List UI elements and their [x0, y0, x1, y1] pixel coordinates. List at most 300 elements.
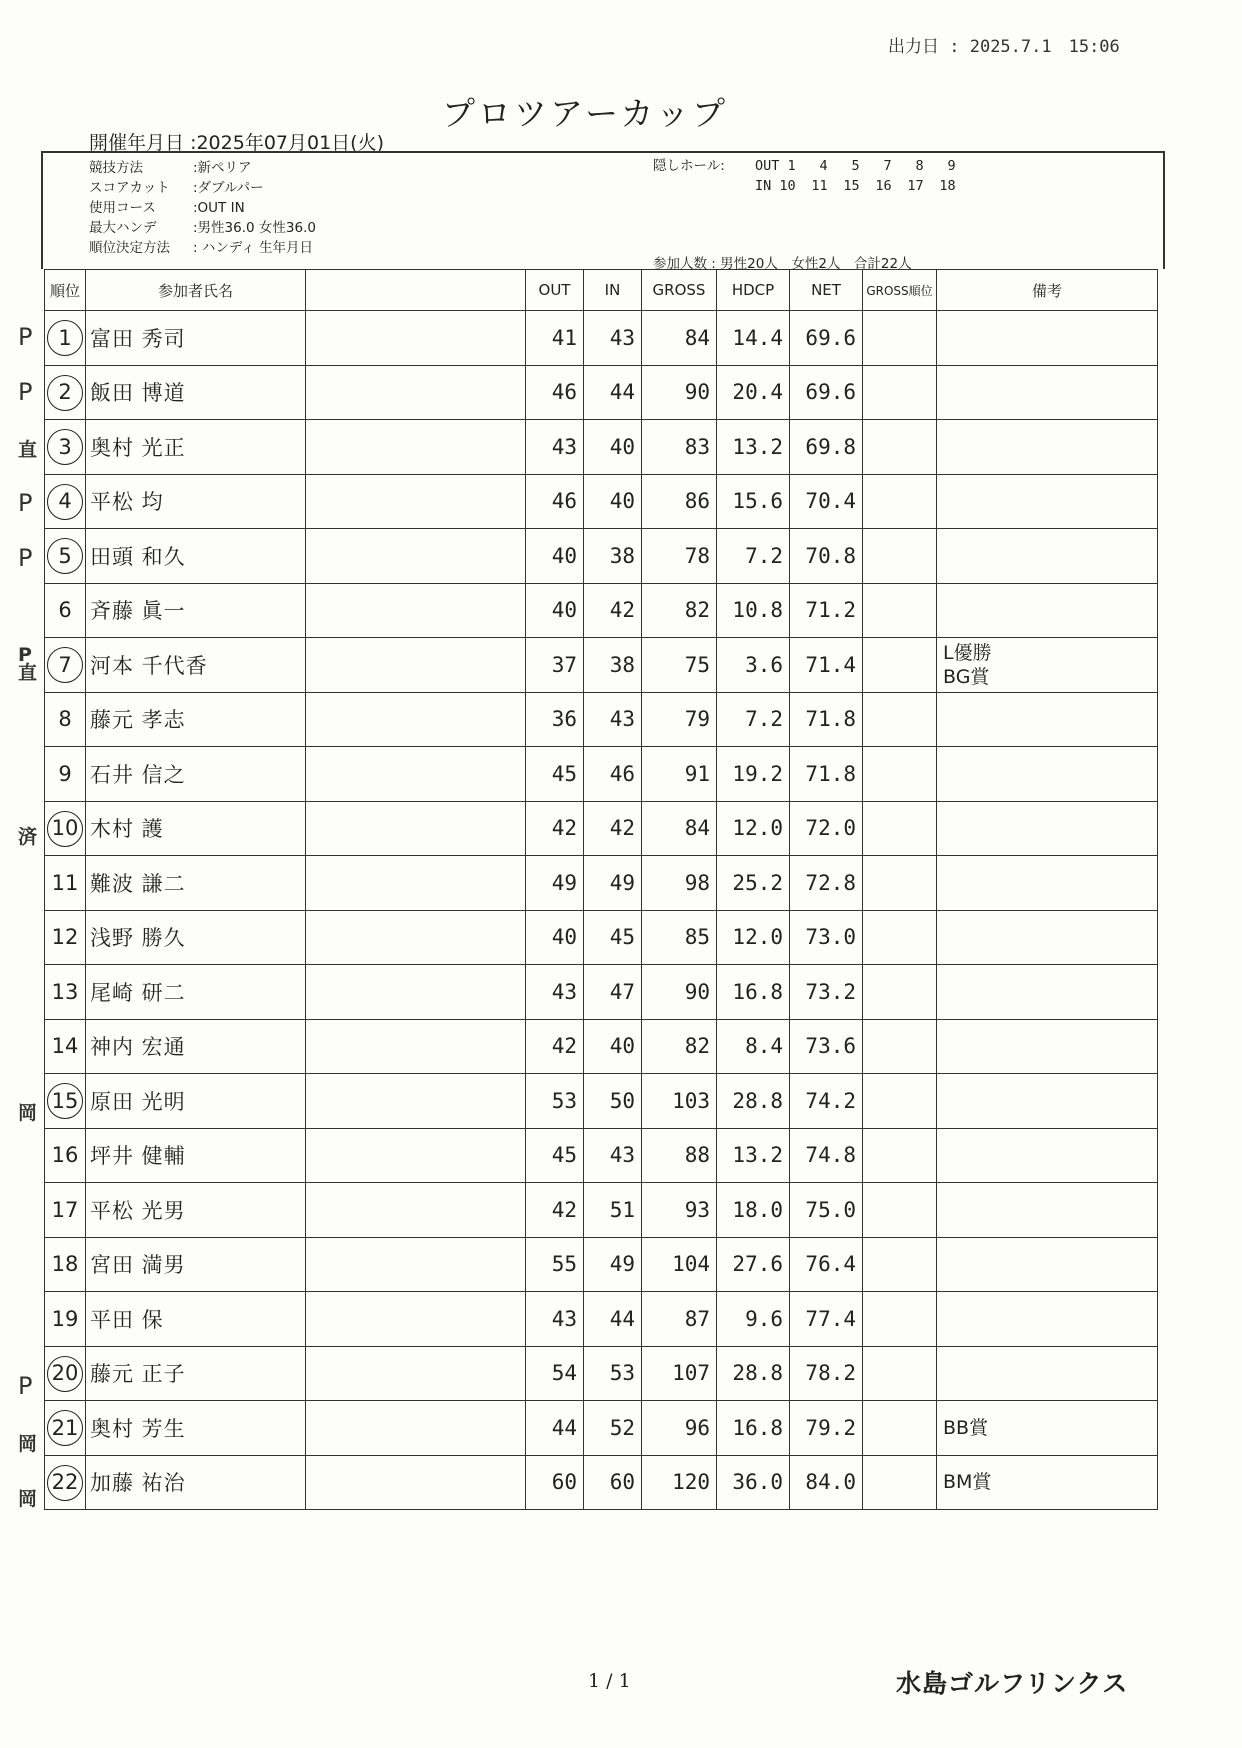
rank-value: 5 — [58, 543, 72, 568]
handwritten-circle — [47, 538, 83, 574]
table-row — [45, 1128, 1158, 1183]
blank-cell — [306, 747, 526, 802]
blank-cell — [306, 1183, 526, 1238]
info-label: スコアカット — [89, 180, 170, 196]
out-score: 42 — [526, 1019, 584, 1074]
hidden-hole-number: 16 — [875, 178, 892, 194]
hdcp-value: 12.0 — [717, 801, 790, 856]
rank-value: 22 — [51, 1470, 79, 1495]
gross-rank-cell — [863, 692, 937, 747]
net-score: 71.4 — [790, 638, 863, 693]
rank-cell — [45, 1128, 86, 1183]
gross-score: 107 — [642, 1346, 717, 1401]
hidden-hole-number: 7 — [883, 158, 892, 174]
hdcp-value: 18.0 — [717, 1183, 790, 1238]
net-score: 72.8 — [790, 856, 863, 911]
info-label: 順位決定方法 — [89, 240, 170, 256]
header-net: NET — [790, 270, 863, 311]
remarks-cell — [937, 1128, 1158, 1183]
out-score: 42 — [526, 1183, 584, 1238]
participant-name: 浅野 勝久 — [86, 910, 306, 965]
gross-score: 90 — [642, 365, 717, 420]
gross-rank-cell — [863, 365, 937, 420]
gross-rank-cell — [863, 1183, 937, 1238]
table-row — [45, 1237, 1158, 1292]
hidden-hole-number: 8 — [915, 158, 924, 174]
in-score: 45 — [584, 910, 642, 965]
gross-score: 88 — [642, 1128, 717, 1183]
participants-value: : 男性20人 女性2人 合計22人 — [711, 256, 912, 272]
hdcp-value: 15.6 — [717, 474, 790, 529]
hdcp-value: 14.4 — [717, 311, 790, 366]
out-score: 46 — [526, 474, 584, 529]
gross-score: 84 — [642, 311, 717, 366]
gross-rank-cell — [863, 1074, 937, 1129]
net-score: 70.4 — [790, 474, 863, 529]
in-score: 44 — [584, 1292, 642, 1347]
remarks-cell — [937, 747, 1158, 802]
rank-value: 21 — [51, 1415, 79, 1440]
hdcp-value: 20.4 — [717, 365, 790, 420]
participant-name: 宮田 満男 — [86, 1237, 306, 1292]
hdcp-value: 28.8 — [717, 1074, 790, 1129]
handwritten-circle — [47, 1465, 83, 1501]
rank-value: 18 — [51, 1252, 79, 1277]
table-header-row — [45, 270, 1158, 311]
out-score: 40 — [526, 910, 584, 965]
table-row — [45, 1346, 1158, 1401]
remarks-line: BM賞 — [943, 1471, 992, 1494]
hidden-hole-number: 17 — [907, 178, 924, 194]
info-row — [89, 196, 245, 216]
gross-rank-cell — [863, 1237, 937, 1292]
remarks-cell — [937, 965, 1158, 1020]
rank-value: 10 — [51, 816, 79, 841]
gross-score: 96 — [642, 1401, 717, 1456]
page-title: プロツアーカップ — [441, 94, 729, 133]
net-score: 69.6 — [790, 365, 863, 420]
participant-name: 河本 千代香 — [86, 638, 306, 693]
out-score: 40 — [526, 529, 584, 584]
hidden-hole-number: 11 — [811, 178, 828, 194]
net-score: 84.0 — [790, 1455, 863, 1510]
in-score: 44 — [584, 365, 642, 420]
blank-cell — [306, 365, 526, 420]
gross-score: 104 — [642, 1237, 717, 1292]
handwritten-circle — [47, 1410, 83, 1446]
club-name: 水島ゴルフリンクス — [896, 1669, 1129, 1698]
table-row — [45, 365, 1158, 420]
remarks-cell — [937, 365, 1158, 420]
hidden-hole-number: 10 — [779, 178, 796, 194]
out-score: 43 — [526, 420, 584, 475]
handwritten-mark: 済 — [18, 825, 38, 848]
in-score: 47 — [584, 965, 642, 1020]
remarks-line: BB賞 — [943, 1416, 989, 1439]
rank-cell — [45, 965, 86, 1020]
gross-score: 90 — [642, 965, 717, 1020]
out-score: 40 — [526, 583, 584, 638]
header-hdcp: HDCP — [717, 270, 790, 311]
info-row — [89, 176, 264, 196]
participant-name: 坪井 健輔 — [86, 1128, 306, 1183]
gross-rank-cell — [863, 638, 937, 693]
handwritten-mark: P — [18, 1371, 33, 1400]
out-score: 42 — [526, 801, 584, 856]
net-score: 79.2 — [790, 1401, 863, 1456]
handwritten-circle — [47, 320, 83, 356]
net-score: 75.0 — [790, 1183, 863, 1238]
info-value: :男性36.0 女性36.0 — [193, 220, 316, 236]
handwritten-circle — [47, 811, 83, 847]
participant-name: 斉藤 眞一 — [86, 583, 306, 638]
gross-rank-cell — [863, 1401, 937, 1456]
participant-name: 難波 謙二 — [86, 856, 306, 911]
blank-cell — [306, 910, 526, 965]
info-row — [89, 216, 316, 236]
header-remarks: 備考 — [937, 270, 1158, 311]
info-label: 競技方法 — [89, 160, 143, 176]
in-score: 60 — [584, 1455, 642, 1510]
info-value: : ハンディ 生年月日 — [193, 240, 314, 256]
rank-value: 13 — [51, 979, 79, 1004]
remarks-cell — [937, 910, 1158, 965]
hdcp-value: 36.0 — [717, 1455, 790, 1510]
rank-value: 1 — [58, 325, 72, 350]
out-score: 46 — [526, 365, 584, 420]
page-number: 1 / 1 — [588, 1670, 631, 1692]
blank-cell — [306, 420, 526, 475]
gross-rank-cell — [863, 420, 937, 475]
blank-cell — [306, 638, 526, 693]
rank-value: 6 — [58, 598, 72, 623]
rank-cell — [45, 420, 86, 475]
rank-value: 2 — [58, 380, 72, 405]
remarks-cell — [937, 1292, 1158, 1347]
rank-value: 20 — [51, 1361, 79, 1386]
hidden-hole-number: 9 — [947, 158, 956, 174]
hidden-holes-out-label: OUT — [755, 158, 780, 174]
net-score: 78.2 — [790, 1346, 863, 1401]
gross-rank-cell — [863, 910, 937, 965]
out-score: 45 — [526, 747, 584, 802]
gross-score: 87 — [642, 1292, 717, 1347]
hdcp-value: 10.8 — [717, 583, 790, 638]
blank-cell — [306, 801, 526, 856]
gross-score: 93 — [642, 1183, 717, 1238]
table-row — [45, 910, 1158, 965]
table-row — [45, 747, 1158, 802]
remarks-cell — [937, 1019, 1158, 1074]
results-table — [44, 269, 1158, 1510]
table-row — [45, 965, 1158, 1020]
hdcp-value: 28.8 — [717, 1346, 790, 1401]
handwritten-mark: 岡 — [18, 1488, 38, 1511]
out-score: 36 — [526, 692, 584, 747]
info-label: 使用コース — [89, 200, 156, 216]
gross-rank-cell — [863, 965, 937, 1020]
in-score: 43 — [584, 1128, 642, 1183]
net-score: 73.0 — [790, 910, 863, 965]
gross-rank-cell — [863, 1019, 937, 1074]
header-gross: GROSS — [642, 270, 717, 311]
net-score: 69.6 — [790, 311, 863, 366]
rank-cell — [45, 583, 86, 638]
hidden-holes-label: 隠しホール: — [653, 158, 725, 174]
in-score: 49 — [584, 1237, 642, 1292]
table-row — [45, 420, 1158, 475]
hdcp-value: 12.0 — [717, 910, 790, 965]
participant-name: 飯田 博道 — [86, 365, 306, 420]
gross-rank-cell — [863, 1292, 937, 1347]
net-score: 71.8 — [790, 747, 863, 802]
rank-cell — [45, 1292, 86, 1347]
handwritten-circle — [47, 375, 83, 411]
gross-score: 83 — [642, 420, 717, 475]
header-out: OUT — [526, 270, 584, 311]
info-label: 最大ハンデ — [89, 220, 157, 236]
handwritten-mark: P — [18, 378, 33, 407]
net-score: 70.8 — [790, 529, 863, 584]
participant-name: 富田 秀司 — [86, 311, 306, 366]
out-score: 53 — [526, 1074, 584, 1129]
event-date-label: 開催年月日 — [89, 132, 185, 154]
remarks-cell — [937, 1074, 1158, 1129]
hdcp-value: 8.4 — [717, 1019, 790, 1074]
header-name: 参加者氏名 — [86, 270, 306, 311]
gross-score: 91 — [642, 747, 717, 802]
in-score: 38 — [584, 638, 642, 693]
net-score: 77.4 — [790, 1292, 863, 1347]
rank-cell — [45, 1019, 86, 1074]
out-score: 43 — [526, 1292, 584, 1347]
participant-name: 奥村 芳生 — [86, 1401, 306, 1456]
table-row — [45, 801, 1158, 856]
gross-rank-cell — [863, 529, 937, 584]
hdcp-value: 27.6 — [717, 1237, 790, 1292]
gross-rank-cell — [863, 1455, 937, 1510]
handwritten-mark: P 直 — [18, 644, 38, 685]
blank-cell — [306, 529, 526, 584]
gross-score: 82 — [642, 583, 717, 638]
table-row — [45, 1455, 1158, 1510]
in-score: 46 — [584, 747, 642, 802]
in-score: 42 — [584, 801, 642, 856]
table-row — [45, 638, 1158, 693]
hidden-holes — [653, 156, 980, 196]
remarks-cell — [937, 1346, 1158, 1401]
rank-cell — [45, 856, 86, 911]
blank-cell — [306, 474, 526, 529]
remarks-cell — [937, 1455, 1158, 1510]
out-score: 49 — [526, 856, 584, 911]
rank-cell — [45, 1455, 86, 1510]
rank-value: 17 — [51, 1197, 79, 1222]
gross-score: 120 — [642, 1455, 717, 1510]
rank-cell — [45, 1346, 86, 1401]
handwritten-mark: P — [18, 543, 33, 572]
gross-rank-cell — [863, 583, 937, 638]
gross-score: 84 — [642, 801, 717, 856]
blank-cell — [306, 1237, 526, 1292]
gross-rank-cell — [863, 801, 937, 856]
participant-name: 平松 均 — [86, 474, 306, 529]
header-in: IN — [584, 270, 642, 311]
rank-value: 3 — [58, 434, 72, 459]
in-score: 49 — [584, 856, 642, 911]
rank-cell — [45, 1401, 86, 1456]
rank-cell — [45, 1074, 86, 1129]
participant-name: 石井 信之 — [86, 747, 306, 802]
hidden-holes-in-label: IN — [755, 178, 772, 194]
hidden-hole-number: 18 — [939, 178, 956, 194]
rank-value: 14 — [51, 1034, 79, 1059]
participant-name: 奥村 光正 — [86, 420, 306, 475]
blank-cell — [306, 1346, 526, 1401]
blank-cell — [306, 1292, 526, 1347]
gross-score: 86 — [642, 474, 717, 529]
gross-score: 98 — [642, 856, 717, 911]
rank-value: 9 — [58, 761, 72, 786]
table-row — [45, 311, 1158, 366]
handwritten-circle — [47, 1356, 83, 1392]
out-score: 54 — [526, 1346, 584, 1401]
blank-cell — [306, 1455, 526, 1510]
remarks-cell — [937, 420, 1158, 475]
info-value: :ダブルパー — [193, 180, 264, 196]
remarks-cell — [937, 583, 1158, 638]
blank-cell — [306, 1128, 526, 1183]
remarks-line: BG賞 — [943, 665, 990, 688]
in-score: 40 — [584, 420, 642, 475]
gross-rank-cell — [863, 747, 937, 802]
blank-cell — [306, 692, 526, 747]
hdcp-value: 7.2 — [717, 529, 790, 584]
gross-rank-cell — [863, 856, 937, 911]
net-score: 73.6 — [790, 1019, 863, 1074]
rank-cell — [45, 529, 86, 584]
net-score: 74.2 — [790, 1074, 863, 1129]
hdcp-value: 7.2 — [717, 692, 790, 747]
remarks-cell — [937, 638, 1158, 693]
remarks-cell — [937, 801, 1158, 856]
table-row — [45, 474, 1158, 529]
rank-cell — [45, 747, 86, 802]
rank-value: 8 — [58, 707, 72, 732]
rank-cell — [45, 638, 86, 693]
participant-name: 神内 宏通 — [86, 1019, 306, 1074]
in-score: 40 — [584, 1019, 642, 1074]
header-rank: 順位 — [45, 270, 86, 311]
handwritten-circle — [47, 1083, 83, 1119]
hdcp-value: 13.2 — [717, 1128, 790, 1183]
gross-score: 82 — [642, 1019, 717, 1074]
handwritten-circle — [47, 484, 83, 520]
blank-cell — [306, 1401, 526, 1456]
handwritten-mark: 岡 — [18, 1433, 38, 1455]
net-score: 73.2 — [790, 965, 863, 1020]
table-row — [45, 1401, 1158, 1456]
in-score: 43 — [584, 692, 642, 747]
rank-value: 19 — [51, 1306, 79, 1331]
gross-score: 79 — [642, 692, 717, 747]
in-score: 38 — [584, 529, 642, 584]
net-score: 71.8 — [790, 692, 863, 747]
header-blank — [306, 270, 526, 311]
competition-info-box — [41, 151, 1165, 272]
in-score: 43 — [584, 311, 642, 366]
remarks-cell — [937, 1401, 1158, 1456]
participant-name: 加藤 祐治 — [86, 1455, 306, 1510]
participants-label: 参加人数 — [653, 256, 707, 272]
rank-cell — [45, 910, 86, 965]
rank-cell — [45, 801, 86, 856]
in-score: 42 — [584, 583, 642, 638]
gross-rank-cell — [863, 1346, 937, 1401]
gross-score: 103 — [642, 1074, 717, 1129]
header-gross-rank: GROSS順位 — [863, 270, 937, 311]
table-row — [45, 583, 1158, 638]
hidden-hole-number: 15 — [843, 178, 860, 194]
remarks-cell — [937, 474, 1158, 529]
participant-name: 尾崎 研二 — [86, 965, 306, 1020]
output-date-value: : 2025.7.1 15:06 — [949, 37, 1120, 57]
hdcp-value: 16.8 — [717, 965, 790, 1020]
hidden-hole-number: 1 — [787, 158, 796, 174]
info-value: :新ペリア — [193, 160, 252, 176]
remarks-cell — [937, 692, 1158, 747]
in-score: 40 — [584, 474, 642, 529]
out-score: 44 — [526, 1401, 584, 1456]
out-score: 55 — [526, 1237, 584, 1292]
table-row — [45, 1183, 1158, 1238]
gross-rank-cell — [863, 474, 937, 529]
event-date-value: :2025年07月01日(火) — [190, 132, 384, 154]
rank-cell — [45, 311, 86, 366]
participant-name: 平田 保 — [86, 1292, 306, 1347]
hdcp-value: 13.2 — [717, 420, 790, 475]
rank-cell — [45, 1237, 86, 1292]
net-score: 71.2 — [790, 583, 863, 638]
blank-cell — [306, 965, 526, 1020]
out-score: 41 — [526, 311, 584, 366]
handwritten-circle — [47, 429, 83, 465]
participant-name: 田頭 和久 — [86, 529, 306, 584]
blank-cell — [306, 856, 526, 911]
blank-cell — [306, 1019, 526, 1074]
info-value: :OUT IN — [193, 200, 245, 216]
net-score: 72.0 — [790, 801, 863, 856]
info-row — [89, 236, 313, 256]
net-score: 69.8 — [790, 420, 863, 475]
hdcp-value: 16.8 — [717, 1401, 790, 1456]
in-score: 53 — [584, 1346, 642, 1401]
remarks-cell — [937, 856, 1158, 911]
remarks-line: L優勝 — [943, 641, 992, 664]
out-score: 45 — [526, 1128, 584, 1183]
rank-value: 7 — [58, 652, 72, 677]
rank-cell — [45, 1183, 86, 1238]
handwritten-mark: 岡 — [18, 1101, 38, 1124]
remarks-cell — [937, 1183, 1158, 1238]
table-row — [45, 1292, 1158, 1347]
hdcp-value: 3.6 — [717, 638, 790, 693]
participant-name: 原田 光明 — [86, 1074, 306, 1129]
gross-score: 75 — [642, 638, 717, 693]
participant-name: 平松 光男 — [86, 1183, 306, 1238]
in-score: 51 — [584, 1183, 642, 1238]
handwritten-mark: P — [18, 488, 33, 517]
